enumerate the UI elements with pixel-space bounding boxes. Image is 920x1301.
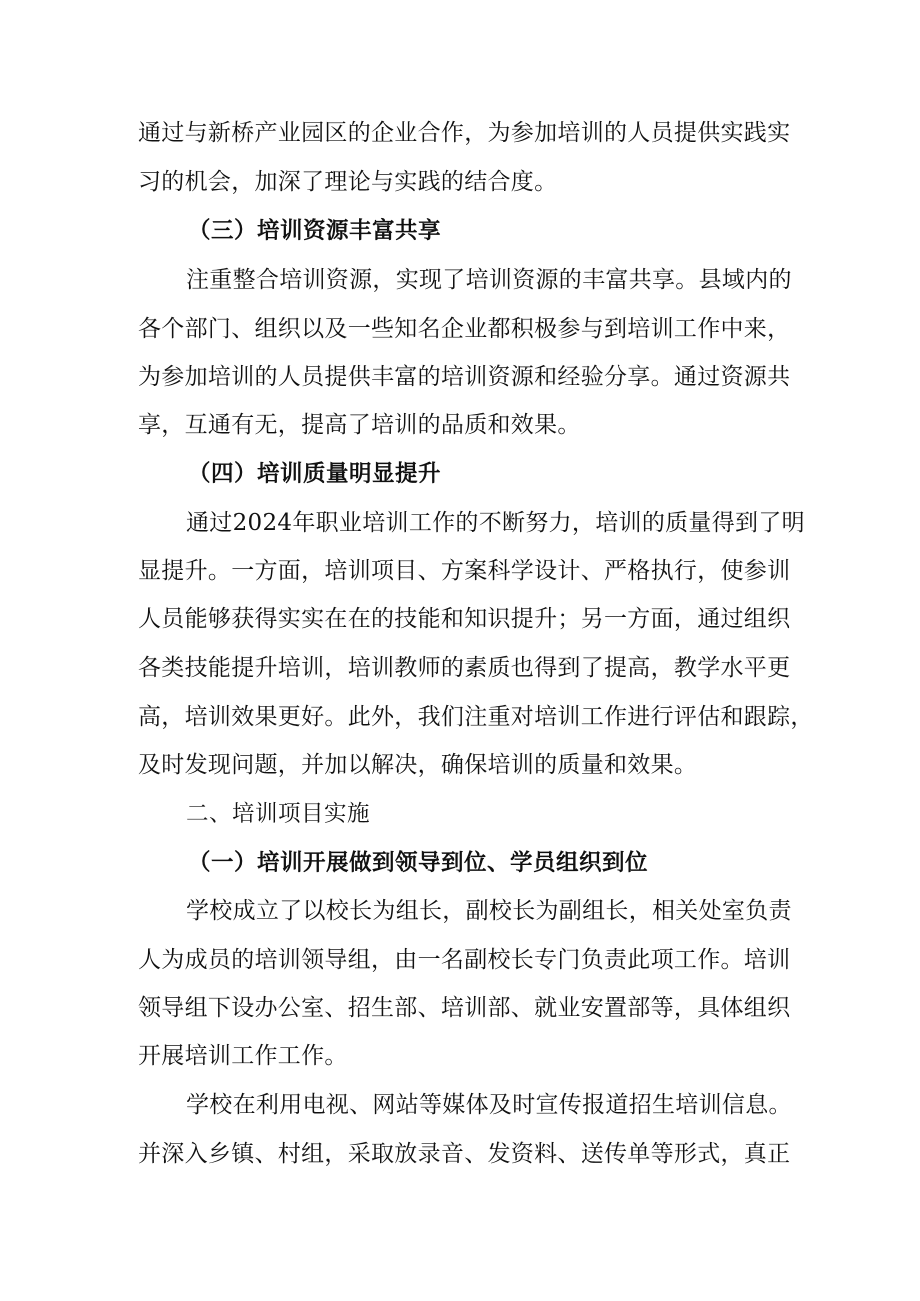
paragraph-quality-line-2: 显提升。一方面，培训项目、方案科学设计、严格执行，使参训: [138, 558, 791, 584]
paragraph-media-line-2: 并深入乡镇、村组，采取放录音、发资料、送传单等形式，真正: [138, 1141, 791, 1167]
heading-4-quality: （四）培训质量明显提升: [188, 461, 442, 487]
paragraph-leadership-line-3: 领导组下设办公室、招生部、培训部、就业安置部等，具体组织: [138, 995, 791, 1021]
paragraph-media-line-1: 学校在利用电视、网站等媒体及时宣传报道招生培训信息。: [186, 1092, 792, 1118]
heading-1-leadership: （一）培训开展做到领导到位、学员组织到位: [188, 850, 649, 876]
paragraph-quality-line-6: 及时发现问题，并加以解决，确保培训的质量和效果。: [138, 752, 698, 778]
paragraph-quality-line-4: 各类技能提升培训，培训教师的素质也得到了提高，教学水平更: [138, 655, 791, 681]
paragraph-practice-line-1: 通过与新桥产业园区的企业合作，为参加培训的人员提供实践实: [138, 120, 791, 146]
paragraph-quality-line-5: 高，培训效果更好。此外，我们注重对培训工作进行评估和跟踪，: [138, 704, 814, 730]
paragraph-leadership-line-1: 学校成立了以校长为组长，副校长为副组长，相关处室负责: [186, 898, 792, 924]
heading-3-resources: （三）培训资源丰富共享: [188, 218, 442, 244]
paragraph-resources-line-2: 各个部门、组织以及一些知名企业都积极参与到培训工作中来，: [138, 316, 791, 342]
paragraph-resources-line-1: 注重整合培训资源，实现了培训资源的丰富共享。县域内的: [186, 267, 792, 293]
paragraph-resources-line-3: 为参加培训的人员提供丰富的培训资源和经验分享。通过资源共: [138, 364, 791, 390]
paragraph-leadership-line-4: 开展培训工作工作。: [138, 1043, 348, 1069]
section-2-title: 二、培训项目实施: [186, 801, 371, 827]
paragraph-quality-line-3: 人员能够获得实实在在的技能和知识提升；另一方面，通过组织: [138, 606, 791, 632]
paragraph-quality-line-1: 通过2024年职业培训工作的不断努力，培训的质量得到了明: [186, 510, 805, 536]
paragraph-practice-line-2: 习的机会，加深了理论与实践的结合度。: [138, 169, 558, 195]
paragraph-leadership-line-2: 人为成员的培训领导组，由一名副校长专门负责此项工作。培训: [138, 947, 791, 973]
paragraph-resources-line-4: 享，互通有无，提高了培训的品质和效果。: [138, 412, 581, 438]
